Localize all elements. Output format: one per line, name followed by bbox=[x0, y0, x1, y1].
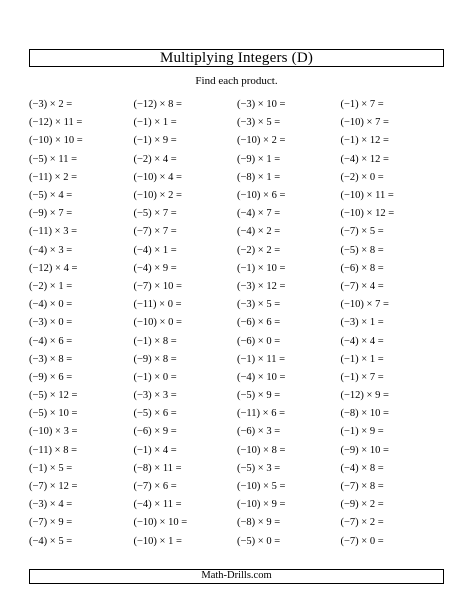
problem-item: (−2) × 1 = bbox=[29, 280, 73, 292]
problem-item: (−9) × 7 = bbox=[29, 208, 73, 220]
problem-item: (−4) × 1 = bbox=[133, 244, 177, 256]
problem-item: (−2) × 0 = bbox=[340, 171, 384, 183]
problem-item: (−10) × 7 = bbox=[340, 117, 389, 129]
problem-item: (−7) × 6 = bbox=[133, 481, 177, 493]
problem-row bbox=[29, 260, 444, 278]
problem-item: (−9) × 10 = bbox=[340, 444, 389, 456]
worksheet-title-box bbox=[29, 49, 444, 67]
problem-item: (−6) × 0 = bbox=[237, 335, 281, 347]
problem-item: (−1) × 4 = bbox=[133, 444, 177, 456]
problem-item: (−7) × 0 = bbox=[340, 535, 384, 547]
problem-item: (−4) × 3 = bbox=[29, 244, 73, 256]
problem-item: (−10) × 9 = bbox=[237, 499, 286, 511]
problem-item: (−6) × 9 = bbox=[133, 426, 177, 438]
problem-item: (−3) × 12 = bbox=[237, 280, 286, 292]
problem-row bbox=[29, 514, 444, 532]
problem-row bbox=[29, 96, 444, 114]
problem-item: (−4) × 10 = bbox=[237, 371, 286, 383]
problem-grid bbox=[29, 96, 444, 551]
problem-item: (−10) × 4 = bbox=[133, 171, 182, 183]
problem-item: (−10) × 1 = bbox=[133, 535, 182, 547]
problem-item: (−5) × 9 = bbox=[237, 390, 281, 402]
problem-item: (−3) × 4 = bbox=[29, 499, 73, 511]
problem-item: (−4) × 9 = bbox=[133, 262, 177, 274]
problem-item: (−12) × 9 = bbox=[340, 390, 389, 402]
problem-row bbox=[29, 242, 444, 260]
problem-item: (−10) × 2 = bbox=[237, 135, 286, 147]
problem-item: (−5) × 0 = bbox=[237, 535, 281, 547]
problem-row bbox=[29, 187, 444, 205]
problem-item: (−10) × 5 = bbox=[237, 481, 286, 493]
problem-item: (−12) × 4 = bbox=[29, 262, 78, 274]
problem-row bbox=[29, 205, 444, 223]
problem-item: (−11) × 0 = bbox=[133, 299, 182, 311]
problem-item: (−10) × 8 = bbox=[237, 444, 286, 456]
problem-row bbox=[29, 442, 444, 460]
problem-item: (−4) × 11 = bbox=[133, 499, 182, 511]
problem-item: (−6) × 3 = bbox=[237, 426, 281, 438]
problem-item: (−10) × 0 = bbox=[133, 317, 182, 329]
problem-item: (−4) × 12 = bbox=[340, 153, 389, 165]
problem-item: (−9) × 8 = bbox=[133, 353, 177, 365]
problem-item: (−1) × 9 = bbox=[340, 426, 384, 438]
problem-item: (−7) × 10 = bbox=[133, 280, 182, 292]
problem-item: (−3) × 3 = bbox=[133, 390, 177, 402]
problem-item: (−4) × 2 = bbox=[237, 226, 281, 238]
problem-item: (−4) × 4 = bbox=[340, 335, 384, 347]
problem-item: (−3) × 1 = bbox=[340, 317, 384, 329]
problem-item: (−5) × 3 = bbox=[237, 462, 281, 474]
problem-item: (−1) × 11 = bbox=[237, 353, 285, 365]
problem-row bbox=[29, 296, 444, 314]
problem-item: (−7) × 12 = bbox=[29, 481, 78, 493]
problem-item: (−2) × 4 = bbox=[133, 153, 177, 165]
problem-item: (−10) × 12 = bbox=[340, 208, 395, 220]
problem-item: (−3) × 0 = bbox=[29, 317, 73, 329]
problem-item: (−4) × 8 = bbox=[340, 462, 384, 474]
problem-row bbox=[29, 132, 444, 150]
problem-item: (−5) × 12 = bbox=[29, 390, 78, 402]
problem-item: (−7) × 9 = bbox=[29, 517, 73, 529]
problem-item: (−5) × 10 = bbox=[29, 408, 78, 420]
problem-row bbox=[29, 278, 444, 296]
problem-item: (−1) × 0 = bbox=[133, 371, 177, 383]
problem-item: (−8) × 11 = bbox=[133, 462, 182, 474]
problem-item: (−4) × 5 = bbox=[29, 535, 73, 547]
problem-item: (−11) × 3 = bbox=[29, 226, 77, 238]
problem-item: (−10) × 7 = bbox=[340, 299, 389, 311]
problem-item: (−7) × 2 = bbox=[340, 517, 384, 529]
problem-item: (−9) × 6 = bbox=[29, 371, 73, 383]
problem-item: (−6) × 6 = bbox=[237, 317, 281, 329]
problem-item: (−5) × 8 = bbox=[340, 244, 384, 256]
problem-item: (−10) × 2 = bbox=[133, 190, 182, 202]
problem-row bbox=[29, 314, 444, 332]
problem-item: (−1) × 7 = bbox=[340, 99, 384, 111]
problem-item: (−2) × 2 = bbox=[237, 244, 281, 256]
problem-item: (−5) × 4 = bbox=[29, 190, 73, 202]
problem-row bbox=[29, 423, 444, 441]
problem-item: (−5) × 7 = bbox=[133, 208, 177, 220]
problem-item: (−3) × 10 = bbox=[237, 99, 286, 111]
problem-item: (−5) × 6 = bbox=[133, 408, 177, 420]
problem-item: (−3) × 5 = bbox=[237, 117, 281, 129]
problem-item: (−1) × 12 = bbox=[340, 135, 389, 147]
problem-item: (−9) × 2 = bbox=[340, 499, 384, 511]
problem-row bbox=[29, 332, 444, 350]
problem-item: (−3) × 8 = bbox=[29, 353, 73, 365]
problem-item: (−9) × 1 = bbox=[237, 153, 281, 165]
problem-item: (−1) × 5 = bbox=[29, 462, 73, 474]
problem-item: (−11) × 8 = bbox=[29, 444, 77, 456]
problem-item: (−7) × 5 = bbox=[340, 226, 384, 238]
problem-item: (−10) × 6 = bbox=[237, 190, 286, 202]
problem-row bbox=[29, 351, 444, 369]
problem-row bbox=[29, 223, 444, 241]
problem-item: (−1) × 8 = bbox=[133, 335, 177, 347]
problem-item: (−8) × 9 = bbox=[237, 517, 281, 529]
footer-box bbox=[29, 569, 444, 584]
problem-row bbox=[29, 387, 444, 405]
problem-item: (−8) × 1 = bbox=[237, 171, 281, 183]
problem-item: (−6) × 8 = bbox=[340, 262, 384, 274]
problem-item: (−4) × 6 = bbox=[29, 335, 73, 347]
problem-item: (−5) × 11 = bbox=[29, 153, 77, 165]
problem-item: (−10) × 10 = bbox=[133, 517, 188, 529]
problem-row bbox=[29, 460, 444, 478]
problem-item: (−7) × 7 = bbox=[133, 226, 177, 238]
problem-item: (−3) × 5 = bbox=[237, 299, 281, 311]
problem-item: (−3) × 2 = bbox=[29, 99, 73, 111]
problem-item: (−1) × 10 = bbox=[237, 262, 286, 274]
problem-item: (−11) × 2 = bbox=[29, 171, 77, 183]
problem-item: (−1) × 1 = bbox=[133, 117, 177, 129]
problem-row bbox=[29, 114, 444, 132]
problem-row bbox=[29, 369, 444, 387]
worksheet-title: Multiplying Integers (D) bbox=[159, 49, 314, 66]
problem-item: (−1) × 1 = bbox=[340, 353, 384, 365]
problem-row bbox=[29, 478, 444, 496]
problem-item: (−1) × 7 = bbox=[340, 371, 384, 383]
problem-row bbox=[29, 405, 444, 423]
worksheet-instruction: Find each product. bbox=[195, 75, 278, 87]
problem-item: (−7) × 4 = bbox=[340, 280, 384, 292]
problem-item: (−12) × 8 = bbox=[133, 99, 182, 111]
problem-item: (−12) × 11 = bbox=[29, 117, 83, 129]
problem-item: (−11) × 6 = bbox=[237, 408, 285, 420]
problem-row bbox=[29, 496, 444, 514]
problem-item: (−10) × 3 = bbox=[29, 426, 78, 438]
problem-row bbox=[29, 533, 444, 551]
problem-item: (−10) × 10 = bbox=[29, 135, 83, 147]
problem-item: (−7) × 8 = bbox=[340, 481, 384, 493]
problem-item: (−1) × 9 = bbox=[133, 135, 177, 147]
problem-item: (−4) × 7 = bbox=[237, 208, 281, 220]
footer-text: Math-Drills.com bbox=[201, 570, 272, 582]
problem-item: (−10) × 11 = bbox=[340, 190, 394, 202]
problem-item: (−8) × 10 = bbox=[340, 408, 389, 420]
problem-item: (−4) × 0 = bbox=[29, 299, 73, 311]
problem-row bbox=[29, 151, 444, 169]
problem-row bbox=[29, 169, 444, 187]
